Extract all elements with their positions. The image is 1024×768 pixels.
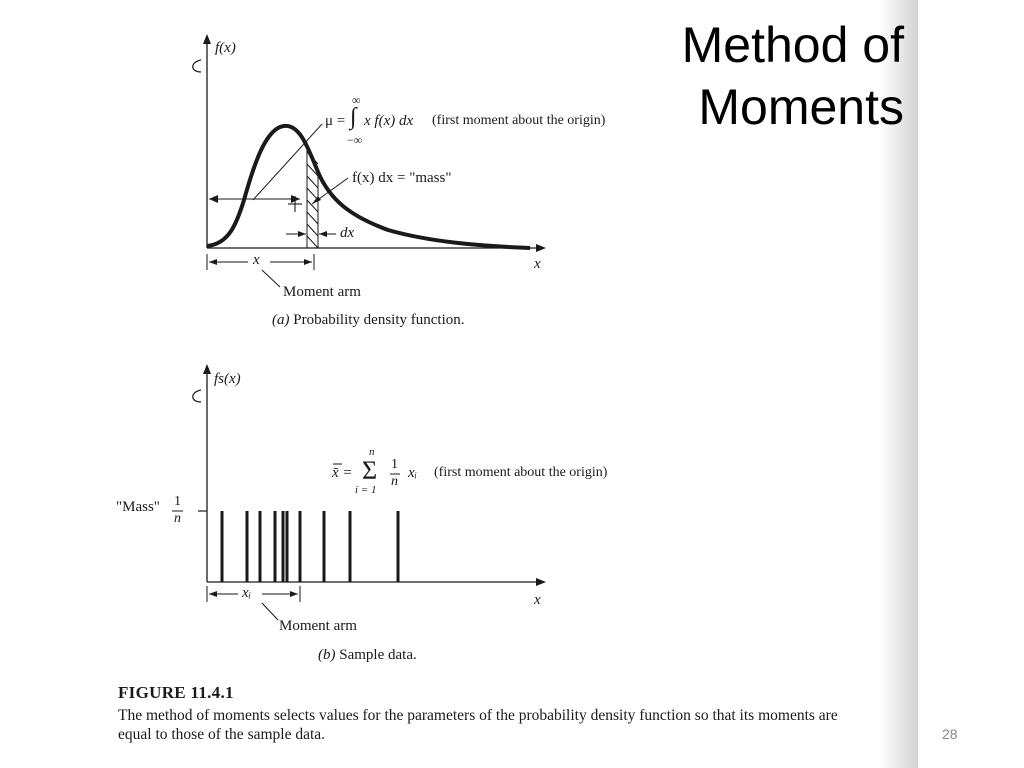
sample-arm-leader <box>262 603 278 620</box>
sample-rotation-arrow <box>193 390 201 402</box>
slide-title-line1: Method of <box>681 17 904 73</box>
xbar-note: (first moment about the origin) <box>434 465 608 480</box>
pdf-integral-sign: ∫ <box>350 104 357 130</box>
pdf-caption-letter: (a) <box>272 312 290 328</box>
pdf-integral-lower: −∞ <box>347 133 363 147</box>
xbar-frac-den: n <box>391 474 398 489</box>
sample-caption <box>318 647 417 664</box>
sample-caption-text: Sample data. <box>339 647 417 663</box>
pdf-integral-upper: ∞ <box>352 93 361 107</box>
sum-lower: i = 1 <box>355 484 377 496</box>
page-number: 28 <box>942 726 958 742</box>
sample-arm-x-label: xᵢ <box>242 585 252 601</box>
pdf-mean-note: (first moment about the origin) <box>432 113 606 128</box>
sample-mass-num: 1 <box>174 494 181 509</box>
sample-moment-arm-label: Moment arm <box>279 618 357 634</box>
pdf-arm-x-label: x <box>253 252 260 268</box>
figure-caption-text: The method of moments selects values for the parameters of the probability density function so that its moments are equal to those of the sample data. <box>118 707 838 743</box>
sample-x-axis-label: x <box>534 592 541 608</box>
sample-y-arrow <box>203 364 211 374</box>
pdf-mean-lhs: μ = <box>325 113 346 129</box>
sample-mass-label: "Mass" <box>116 499 160 515</box>
pdf-y-axis-label: f(x) <box>215 40 236 56</box>
sample-x-arrow <box>536 578 546 586</box>
pdf-dx-label: dx <box>340 225 355 241</box>
sample-y-axis-label: fs(x) <box>214 371 241 387</box>
sample-caption-letter: (b) <box>318 647 336 663</box>
xbar-label: x̄ = <box>332 465 353 481</box>
slide-title-line2: Moments <box>698 79 904 135</box>
sum-sign: Σ <box>362 456 378 485</box>
sum-upper: n <box>369 446 375 458</box>
figure-title: FIGURE 11.4.1 <box>118 683 234 702</box>
pdf-integrand: x f(x) dx <box>364 113 414 129</box>
slide-title <box>544 14 904 138</box>
xbar-frac-num: 1 <box>391 457 398 472</box>
pdf-caption-text: Probability density function. <box>293 312 465 328</box>
pdf-mass-label: f(x) dx = "mass" <box>352 170 452 186</box>
xbar-frac-var: xᵢ <box>408 465 418 481</box>
pdf-moment-arm-label: Moment arm <box>283 284 361 300</box>
sample-mass-den: n <box>174 511 181 526</box>
pdf-x-axis-label: x <box>534 256 541 272</box>
